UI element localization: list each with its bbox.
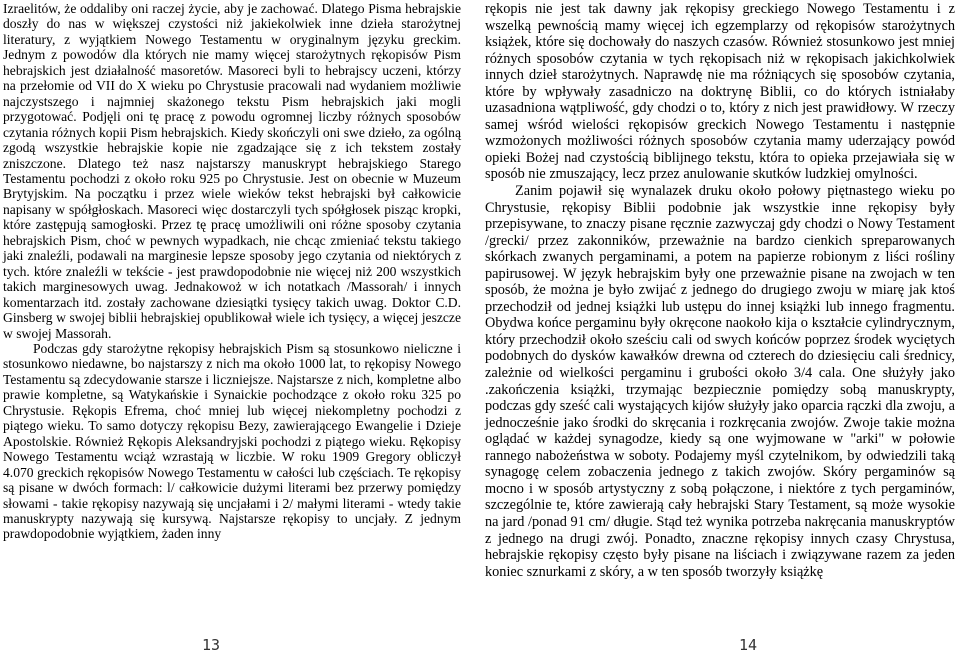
right-paragraph-1: rękopis nie jest tak dawny jak rękopisy greckiego Nowego Testamentu i z wszelką pewnością mamy więcej ich egzemplarzy od rękopisów starożytnych książek, które się dochowały do naszych czasów. Również stosunkowo jest mniej różnych sposobów czytania w tych rękopisach niż w rękopisach jakichkolwiek innych dzieł starożytnych. Naprawdę nie ma różniących się sposobów czytania, które by wpływały zasadniczo na doktrynę Biblii, co do których istniałaby uzasadniona wątpliwość, gdy chodzi o to, który z nich jest prawidłowy. W rzeczy samej wśród wielości rękopisów greckich Nowego Testamentu i następnie wzmożonych możliwości różnych sposobów czytania mamy uderzający powód opieki Bożej nad czystością biblijnego tekstu, która to opieka przejawiała się w sposób nie zmuszający, lecz przez anulowanie skutków ludzkiej omylności. <box>485 1 955 183</box>
left-paragraph-1: Izraelitów, że oddaliby oni raczej życie, aby je zachować. Dlatego Pisma hebrajskie doszły do nas w większej czystości niż jakiekolwiek inne dzieła starożytnej literatury, z wyjątkiem Nowego Testamentu w oryginalnym języku greckim. Jednym z powodów dla których nie mamy więcej starożytnych rękopisów Pism hebrajskich jest działalność masoretów. Masoreci byli to hebrajscy uczeni, którzy na przełomie od VII do X wieku po Chrystusie pracowali nad wydaniem możliwie najczystszego i najmniej skażonego tekstu Pism hebrajskich jaki mogli przygotować. Podjęli oni tę pracę z powodu ogromnej liczby różnych sposobów czytania różnych kopii Pism hebrajskich. Kiedy skończyli oni swe dzieło, za ogólną zgodą wszystkie hebrajskie kopie nie zgadzające się z ich tekstem zostały zniszczone. Dlatego też nasz najstarszy manuskrypt hebrajskiego Starego Testamentu pochodzi z około roku 925 po Chrystusie. Jest on obecnie w Muzeum Brytyjskim. Na początku i przez wiele wieków tekst hebrajski był całkowicie napisany w spółgłoskach. Masoreci więc dostarczyli tych spółgłosek pisząc kropki, które zastępują samogłoski. Przez tę pracę umożliwili oni różne sposoby czytania hebrajskich Pism, choć w pewnych wypadkach, nie chcąc zmieniać tekstu takiego jaki znaleźli, podawali na marginesie lepsze sposoby jego czytania od niektórych z tych. które znaleźli w tekście - jest prawdopodobnie nie więcej niż 200 wszystkich takich marginesowych uwag. Jednakowoż w ich notatkach /Massorah/ i innych komentarzach itd. zostały zachowane dziesiątki tysięcy takich uwag. Doktor C.D. Ginsberg w swojej biblii hebrajskiej opublikował wiele ich tysięcy, a więcej jeszcze w swojej Massorah. <box>3 1 461 341</box>
right-page <box>482 0 958 657</box>
right-page-number: 14 <box>739 636 758 654</box>
right-paragraph-2: Zanim pojawił się wynalazek druku około połowy piętnastego wieku po Chrystusie, rękopisy Biblii podobnie jak wszystkie inne rękopisy były przepisywane, to znaczy pisane ręcznie zazwyczaj gdy chodzi o Nowy Testament /grecki/ przez zakonników, przeważnie na bardzo cienkich spreparowanych skórkach zwanych pergaminami, a potem na papierze robionym z liści rośliny papirusowej. W język hebrajskim były one przeważnie pisane na zwojach w ten sposób, że można je było zwijać z jednego do drugiego zwoju w miarę jak ktoś przechodził od jednej książki lub ustępu do innej książki lub innego fragmentu. Obydwa końce pergaminu były okręcone naokoło kija o kształcie cylindrycznym, który przechodził około sześciu cali od swych końców poprzez środek wyciętych podobnych do dysków kawałków drewna od czterech do dziesięciu cali średnicy, zależnie od wielkości pergaminu i grubości około 3/4 cala. One służyły jako .zakończenia książki, trzymając bezpiecznie pomiędzy sobą manuskrypty, podczas gdy sześć cali wystających kijów służyły jako oparcia rączki dla zwoju, a jednocześnie jako środki do skręcania i rozkręcania zwojów. Zwoje takie można oglądać w każdej synagodze, kiedy są one wyjmowane w "arki" w połowie rannego nabożeństwa w soboty. Podajemy myśl czytelnikom, by odwiedzili taką synagogę celem zobaczenia jednego z takich zwojów. Skóry pergaminów są mocno i w sposób artystyczny z sobą połączone, i niektóre z tych pergaminów, szczególnie te, które zawierają cały hebrajski Stary Testament, są może wysokie na jard /ponad 91 cm/ długie. Stąd też wynika potrzeba nakręcania manuskryptów z jednego na drugi zwój. Ponadto, znaczne rękopisy innych czasy Chrystusa, hebrajskie rękopisy często były pisane na liściach i związywane razem za jeden koniec sznurkami z skóry, a w ten sposób tworzyły książkę <box>485 183 955 580</box>
left-page-number: 13 <box>202 636 221 654</box>
left-page-text-column <box>3 1 461 542</box>
left-page <box>0 0 464 657</box>
right-page-text-column <box>485 1 955 580</box>
left-paragraph-2: Podczas gdy starożytne rękopisy hebrajskich Pism są stosunkowo nieliczne i stosunkowo niedawne, bo najstarszy z nich ma około 1000 lat, to rękopisy Nowego Testamentu są zdecydowanie starsze i liczniejsze. Najstarsze z nich, kompletne albo prawie kompletne, są Watykańskie i Synaickie pochodzące z około roku 325 po Chrystusie. Rękopis Efrema, choć mniej lub więcej niekompletny pochodzi z piątego wieku. To samo dotyczy rękopisu Bezy, zawierającego Ewangelie i Dzieje Apostolskie. Również Rękopis Aleksandryjski pochodzi z piątego wieku. Rękopisy Nowego Testamentu wciąż wzrastają w liczbie. W roku 1909 Gregory obliczył 4.070 greckich rękopisów Nowego Testamentu w całości lub częściach. Te rękopisy są pisane w dwóch formach: l/ całkowicie dużymi literami bez przerwy pomiędzy słowami - takie rękopisy nazywają się uncjałami i 2/ małymi literami - wtedy takie manuskrypty nazywają się kursywą. Najstarsze rękopisy to uncjały. Z jednym prawdopodobnie wyjątkiem, żaden inny <box>3 340 461 542</box>
